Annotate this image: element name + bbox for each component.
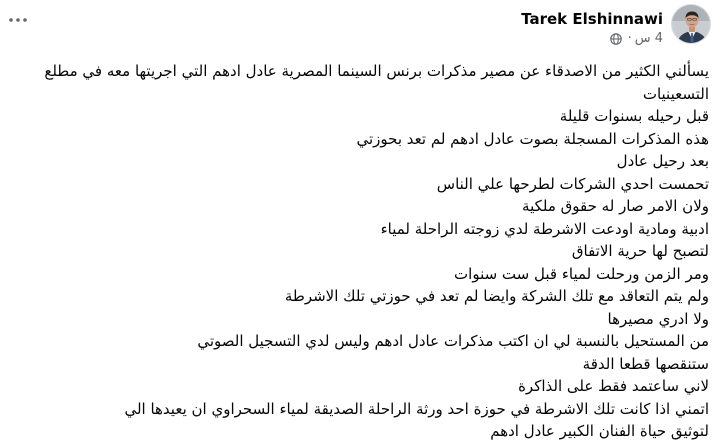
avatar[interactable]: [671, 4, 711, 44]
author-name[interactable]: Tarek Elshinnawi: [521, 10, 663, 28]
meta-separator: ·: [627, 31, 632, 46]
post-line: ولا ادري مصيرها: [607, 309, 709, 328]
more-horizontal-icon: [9, 18, 27, 22]
post-line: لتوثيق حياة الفنان الكبير عادل ادهم: [490, 422, 709, 440]
post-header-text: [521, 9, 663, 48]
post-line: هذه المذكرات المسجلة بصوت عادل ادهم لم تعد بحوزتي: [356, 129, 709, 148]
post-line: لاني ساعتمد فقط على الذاكرة: [518, 377, 709, 395]
post-line: تحمست احدي الشركات لطرحها علي الناس: [436, 174, 709, 193]
post-line: من المستحيل بالنسبة لي ان اكتب مذكرات عادل ادهم وليس لدي التسجيل الصوتي: [197, 332, 709, 350]
post-message: [10, 60, 709, 443]
post-line: اتمني اذا كانت تلك الاشرطة في حوزة احد ورثة الراحلة الصديقة لمياء السحراوي ان يعيدها الي: [124, 399, 709, 418]
post-line: ولان الامر صار له حقوق ملكية: [522, 197, 709, 215]
post-meta: [610, 30, 663, 48]
post-line: قبل رحيله بسنوات قليلة: [559, 107, 709, 125]
post-line: لتصبح لها حرية الاتفاق: [571, 242, 709, 260]
post-line: بعد رحيل عادل: [616, 152, 709, 170]
post-header: [521, 4, 711, 48]
post-timestamp[interactable]: 4 س: [634, 31, 663, 46]
post-line: ولم يتم التعاقد مع تلك الشركة وايضا لم تعد في حوزتي تلك الاشرطة: [284, 287, 709, 305]
globe-icon[interactable]: [610, 33, 622, 45]
post-line: ادبية ومادية اودعت الاشرطة لدي زوجته الراحلة لمياء: [380, 219, 709, 238]
post-line: ومر الزمن ورحلت لمياء قبل ست سنوات: [454, 264, 709, 283]
post-line: ستنقصها قطعا الدقة: [582, 354, 709, 373]
post-options-button[interactable]: [8, 12, 28, 28]
post-line: يسألني الكثير من الاصدقاء عن مصير مذكرات برنس السينما المصرية عادل ادهم التي اجريتها معه في مطلع التسعينيات: [44, 62, 709, 103]
